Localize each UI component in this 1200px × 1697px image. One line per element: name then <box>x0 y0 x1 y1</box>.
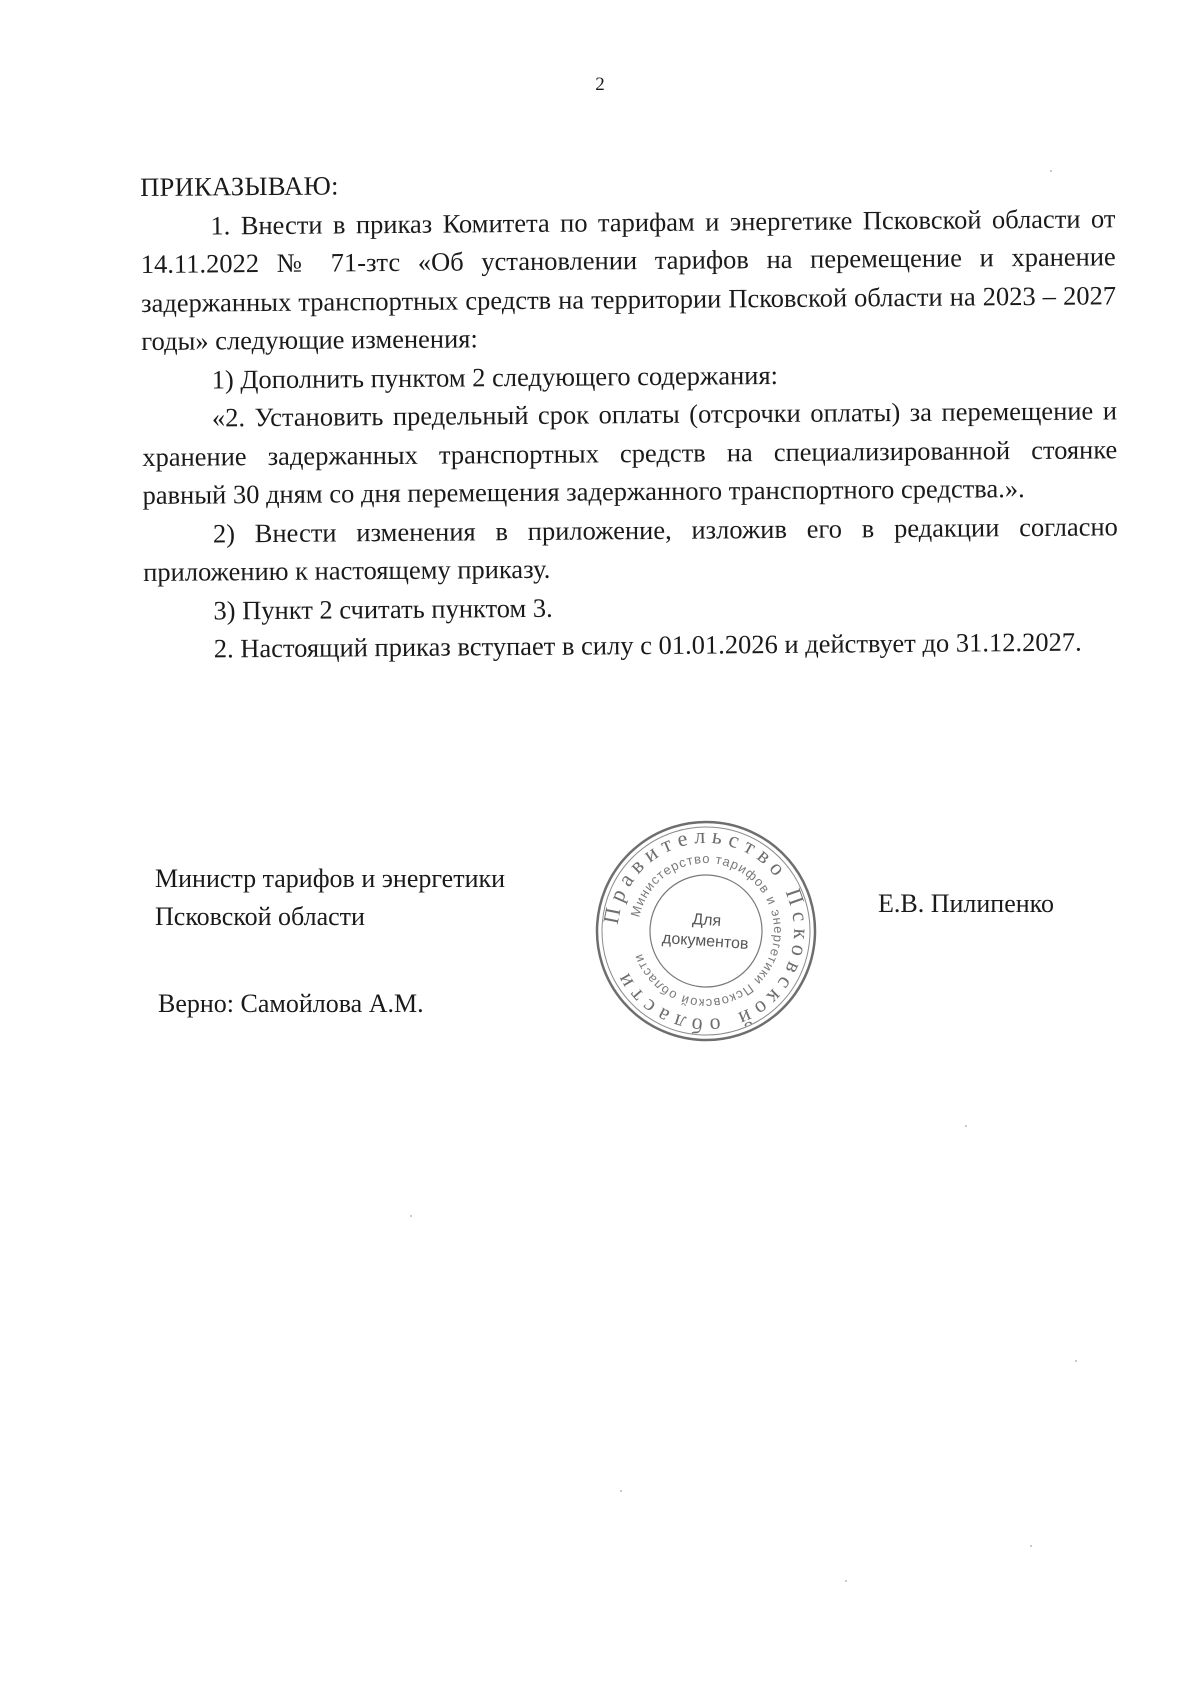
stamp-inner-text: Министерство тарифов и энергетики Псковской области <box>627 850 787 1012</box>
paragraph-1-item-3: 3) Пункт 2 считать пунктом 3. <box>213 592 553 625</box>
scan-speck <box>1030 1545 1032 1547</box>
scan-speck <box>410 1215 412 1217</box>
signatory-title-line-2: Псковской области <box>155 902 365 931</box>
order-heading: ПРИКАЗЫВАЮ: <box>140 170 339 202</box>
verified-by: Верно: Самойлова А.М. <box>158 989 424 1018</box>
order-body <box>140 160 1119 668</box>
official-stamp-icon <box>585 810 826 1051</box>
scan-speck <box>1050 170 1052 172</box>
signatory-title <box>155 860 505 936</box>
paragraph-1-item-1: 1) Дополнить пунктом 2 следующего содержания: <box>211 359 779 394</box>
stamp-center-line-2: документов <box>661 929 750 953</box>
page-number: 2 <box>595 74 605 95</box>
scan-speck <box>965 1125 967 1127</box>
paragraph-1: 1. Внести в приказ Комитета по тарифам и энергетике Псковской области от 14.11.2022 № 71-зтс «Об установлении тарифов на перемещение и хранение задержанных транспортных средств на территории Псковской области на 2023 – 2027 годы» следующие изменения: <box>140 202 1117 356</box>
paragraph-2: 2. Настоящий приказ вступает в силу с 01.01.2026 и действует до 31.12.2027. <box>213 626 1082 664</box>
stamp-center-line-1: Для <box>691 911 722 931</box>
signatory-title-line-1: Министр тарифов и энергетики <box>155 864 506 893</box>
scan-speck <box>845 1580 847 1582</box>
stamp-outer-text: Правительство Псковской области <box>597 822 815 1040</box>
signatory-name: Е.В. Пилипенко <box>878 889 1054 918</box>
scan-speck <box>1075 1360 1077 1362</box>
scan-speck <box>620 1490 622 1492</box>
paragraph-1-item-1-quote: «2. Установить предельный срок оплаты (отсрочки оплаты) за перемещение и хранение задержанных транспортных средств на специализированной стоянке равный 30 дням со дня перемещения задержанного транспортного средства.». <box>142 395 1118 510</box>
paragraph-1-item-2: 2) Внести изменения в приложение, изложив его в редакции согласно приложению к настоящему приказу. <box>143 510 1118 587</box>
stamp-center-text <box>650 906 763 956</box>
